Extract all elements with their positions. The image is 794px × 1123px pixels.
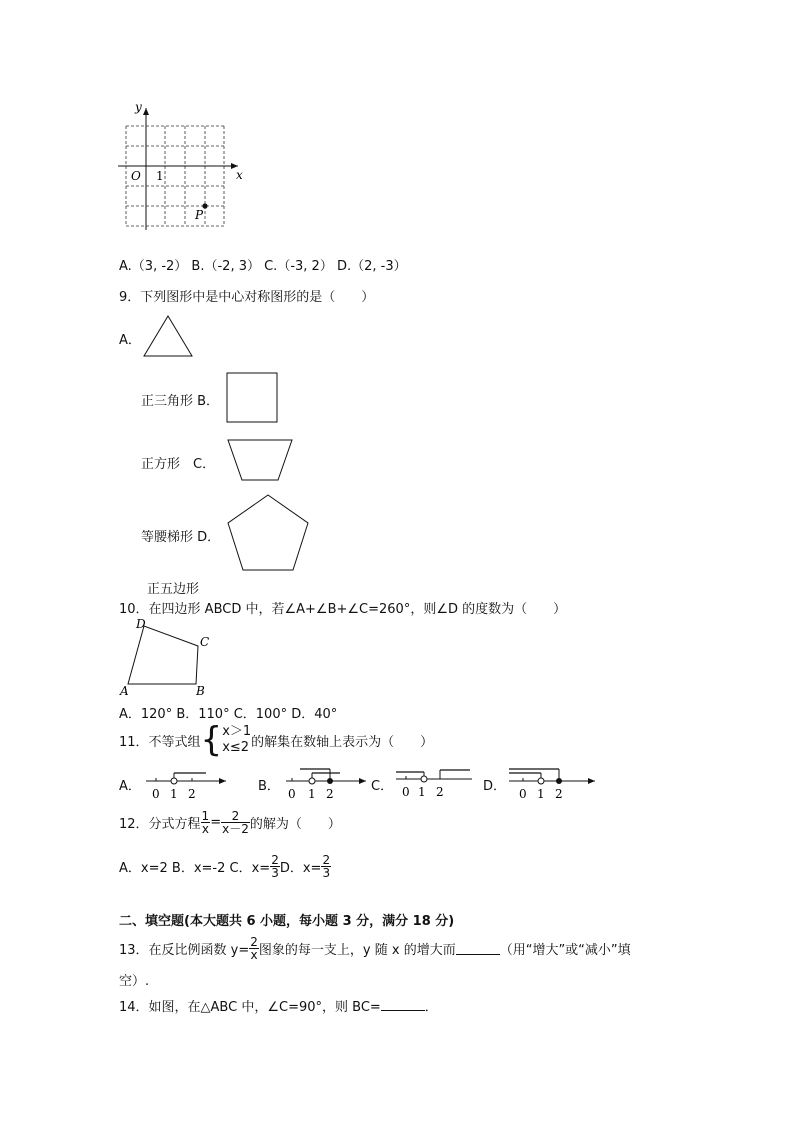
quadrilateral-abcd-figure — [116, 614, 216, 698]
q10-stem: 10．在四边形 ABCD 中，若∠A+∠B+∠C=260°，则∠D 的度数为（ ） — [119, 602, 567, 617]
section-2-heading: 二、填空题(本大题共 6 小题，每小题 3 分，满分 18 分) — [119, 914, 455, 929]
equilateral-triangle-figure — [142, 314, 194, 358]
unit-label: 1 — [156, 169, 164, 183]
y-axis-label: y — [135, 100, 142, 114]
svg-text:2: 2 — [188, 787, 196, 801]
svg-text:0: 0 — [519, 787, 527, 801]
q11-option-b-label: B． — [258, 779, 280, 794]
svg-text:C: C — [200, 635, 210, 649]
number-line-option-c — [392, 764, 482, 802]
svg-text:1: 1 — [308, 787, 316, 801]
q9-last-label: 正五边形 — [147, 582, 200, 597]
q12-options: A．x=2 B．x=-2 C．x= $\frac{2}{3}$ D．x= $\frac{2}{3}$ — [119, 852, 331, 880]
point-p-label: P — [195, 208, 204, 222]
q9-stem: 9．下列图形中是中心对称图形的是（ ） — [119, 290, 375, 305]
svg-text:2: 2 — [326, 787, 334, 801]
q11-option-c-label: C． — [371, 779, 394, 794]
q13-answer-blank — [456, 942, 500, 955]
q10-options: A．120° B．110° C．100° D．40° — [119, 707, 338, 722]
svg-text:0: 0 — [288, 787, 296, 801]
number-line-option-b — [280, 764, 372, 802]
q11-stem: 11．不等式组 { x＞1 x≤2 的解集在数轴上表示为（ ） — [119, 720, 434, 760]
number-line-option-d — [505, 764, 601, 802]
svg-text:2: 2 — [436, 785, 444, 799]
svg-text:1: 1 — [170, 787, 178, 801]
x-axis-label: x — [236, 168, 243, 182]
q9-option-c-label: 正方形 C． — [141, 457, 216, 472]
svg-text:0: 0 — [152, 787, 160, 801]
q8-options: A.（3, -2） B.（-2, 3） C.（-3, 2） D.（2, -3） — [119, 259, 407, 274]
isosceles-trapezoid-figure — [226, 438, 294, 482]
origin-label: O — [131, 169, 141, 183]
q9-option-d-label: 等腰梯形 D． — [141, 530, 221, 545]
svg-text:0: 0 — [402, 785, 410, 799]
regular-pentagon-figure — [226, 493, 310, 573]
svg-text:1: 1 — [537, 787, 545, 801]
q8-coordinate-grid — [112, 96, 252, 231]
point-p — [202, 203, 207, 208]
q11-option-d-label: D． — [483, 779, 507, 794]
svg-text:2: 2 — [555, 787, 563, 801]
svg-text:A: A — [120, 684, 129, 698]
q9-option-b-label: 正三角形 B． — [141, 394, 220, 409]
svg-text:1: 1 — [418, 785, 426, 799]
q14-stem: 14．如图，在△ABC 中，∠C=90°，则 BC= ． — [119, 1000, 438, 1015]
q13-stem: 13．在反比例函数 y= $\frac{2}{x}$ 图象的每一支上，y 随 x 的增大而 （用“增大”或“减小”填 — [119, 934, 631, 962]
svg-text:D: D — [136, 617, 146, 631]
number-line-option-a — [140, 766, 232, 802]
q9-option-a-label: A． — [119, 333, 141, 348]
q13-line2: 空）. — [119, 974, 150, 989]
q12-stem: 12．分式方程 $\frac{1}{x}$ = $\frac{2}{x-2}$ 的解为（ ） — [119, 808, 341, 836]
q11-option-a-label: A． — [119, 779, 141, 794]
square-figure — [226, 372, 278, 424]
svg-text:B: B — [196, 684, 205, 698]
q14-answer-blank — [381, 998, 425, 1011]
